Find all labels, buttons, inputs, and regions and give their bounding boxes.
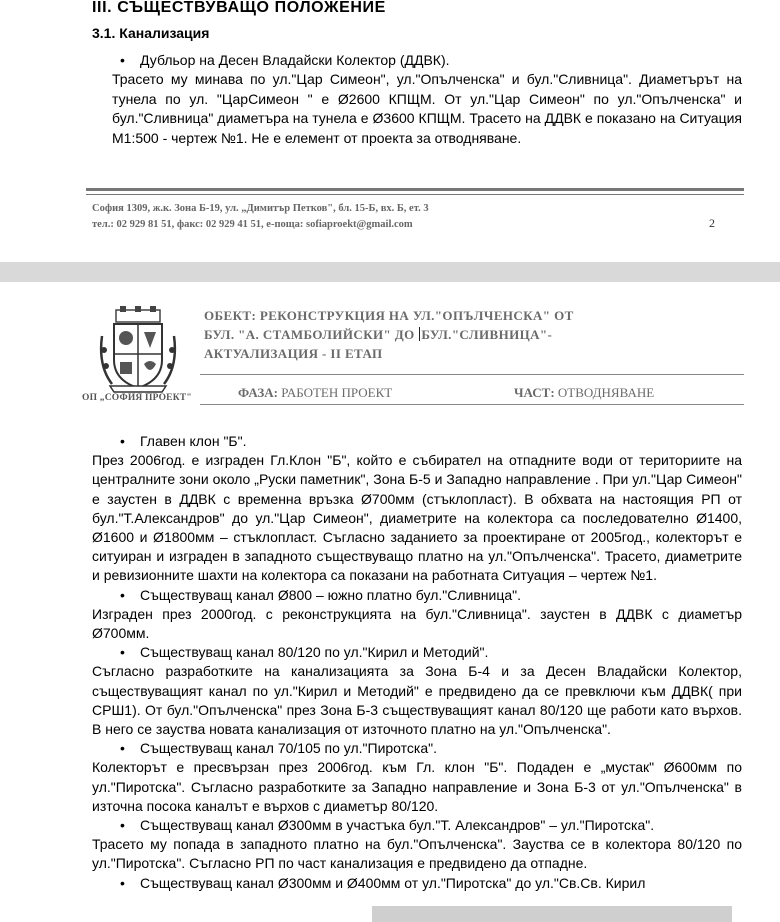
footer-contacts: тел.: 02 929 81 51, факс: 02 929 41 51, е-поща: sofiaproekt@gmail.com	[92, 219, 413, 230]
logo-caption: ОП „СОФИЯ ПРОЕКТ"	[82, 393, 192, 403]
bullet-icon: •	[120, 644, 125, 661]
list-item	[92, 739, 742, 816]
bullet-icon: •	[120, 740, 125, 757]
bullet-item	[120, 52, 450, 68]
object-title-line: АКТУАЛИЗАЦИЯ - II ЕТАП	[204, 346, 383, 361]
header-rule	[200, 374, 744, 375]
object-title-part: БУЛ."СЛИВНИЦА"-	[421, 327, 553, 342]
bullet-icon: •	[120, 52, 125, 68]
bullet-text: Дубльор на Десен Владайски Колектор (ДДВК).	[140, 52, 450, 68]
bullet-text: Съществуващ канал Ø300мм и Ø400мм от ул."Пиротска" до ул."Св.Св. Кирил	[140, 874, 646, 891]
list-item	[92, 432, 742, 586]
paragraph: Трасето му минава по ул."Цар Симеон", ул."Опълченска" и бул."Сливница". Диаметърът на тунела по ул. "ЦарСимеон " е Ø2600 КПЩМ. От ул."Цар Симеон" по ул."Опълченска" и бул."Сливница" диаметъра на тунела е Ø3600 КПЩМ. Трасето на ДДВК е показано на Ситуация М1:500 - чертеж №1. Не е елемент от проекта за отводняване.	[112, 71, 742, 146]
paragraph: Съгласно разработките на канализацията за Зона Б-4 и за Десен Владайски Колектор, съществуващият канал по ул."Кирил и Методий" е предвидено да се превключи към ДДВК( при СРШ1). От бул."Опълченска" през Зона Б-3 съществуващият канал 80/120 ще работи като върхов. В него се зауства новата канализация от източното платно на ул."Опълченска".	[92, 663, 742, 738]
part-value: ОТВОДНЯВАНЕ	[554, 385, 655, 400]
phase-value: РАБОТЕН ПРОЕКТ	[278, 385, 393, 400]
paragraph: Колекторът е пресвързан през 2006год. към Гл. клон "Б". Подаден е „мустак" Ø600мм по ул."Пиротска". Съгласно разработките за Западно направление и Зона Б-3 от ул."Опълченска" в източна посока каналът е върхов с диаметър 80/120.	[92, 759, 742, 814]
footer-address: София 1309, ж.к. Зона Б-19, ул. „Димитър Петков", бл. 15-Б, вх. Б, ет. 3	[92, 203, 429, 214]
footer-rule	[86, 188, 744, 191]
bullet-icon: •	[120, 817, 125, 834]
bullet-text: Главен клон "Б".	[140, 433, 247, 449]
list-item	[92, 586, 742, 644]
horizontal-scrollbar[interactable]	[372, 906, 732, 922]
page-body	[92, 432, 742, 893]
list-item	[92, 643, 742, 739]
paragraph: Изграден през 2000год. с реконструкцията на бул."Сливница". заустен в ДДВК с диаметър Ø700мм.	[92, 605, 742, 642]
bullet-icon: •	[120, 586, 125, 603]
bullet-text: Съществуващ канал Ø300мм в участъка бул."Т. Александров" – ул."Пиротска".	[140, 817, 655, 834]
phase-field	[238, 385, 392, 401]
bullet-text: Съществуващ канал 80/120 по ул."Кирил и Методий".	[140, 644, 489, 661]
phase-label: ФАЗА:	[238, 385, 278, 400]
paragraph: Трасето му попада в западното платно на бул."Опълченска". Зауства се в колектора 80/120 по ул."Пиротска". Съгласно РП по част канализация е предвидено да отпадне.	[92, 836, 742, 872]
object-title-line: ОБЕКТ: РЕКОНСТРУКЦИЯ НА УЛ."ОПЪЛЧЕНСКА" ОТ	[204, 308, 574, 323]
document-page-1	[0, 0, 780, 262]
footer-rule-thin	[86, 194, 744, 195]
section-title: III. СЪЩЕСТВУВАЩО ПОЛОЖЕНИЕ	[92, 0, 386, 16]
bullet-text: Съществуващ канал 70/105 по ул."Пиротска".	[140, 740, 437, 757]
bullet-text: Съществуващ канал Ø800 – южно платно бул."Сливница".	[140, 586, 521, 603]
part-field	[514, 385, 654, 401]
document-page-2	[0, 282, 780, 922]
paragraph: През 2006год. е изграден Гл.Клон "Б", който е събирател на отпадните води от териториите на централните зони около „Руски паметник", Зона Б-5 и Западно направление . При ул."Цар Симеон" е заустен в ДДВК с временна връзка Ø700мм (стъклопласт). В обхвата на настоящия РП от бул."Т.Александров" до ул."Цар Симеон", диаметрите на колектора са последователно Ø1400, Ø1600 и Ø1800мм – стъклопласт. Съгласно заданието за проектиране от 2005год., колекторът е ситуиран и изграден в западното съществуващо платно на ул."Опълченска". Трасето, диаметрите и ревизионните шахти на колектора са показани на работната Ситуация – чертеж №1.	[92, 452, 742, 584]
object-title	[204, 306, 624, 363]
bullet-icon: •	[120, 874, 125, 891]
header-rule-bottom	[200, 404, 744, 405]
subsection-title: 3.1. Канализация	[92, 25, 210, 41]
list-item	[92, 874, 742, 893]
part-label: ЧАСТ:	[514, 385, 555, 400]
bullet-icon: •	[120, 433, 125, 449]
list-item	[92, 816, 742, 874]
sofia-coat-of-arms-icon	[96, 306, 180, 394]
object-title-line	[204, 325, 624, 344]
object-title-part: БУЛ. "А. СТАМБОЛИЙСКИ" ДО	[204, 327, 419, 342]
page-footer	[92, 201, 429, 233]
page-number: 2	[709, 216, 715, 230]
